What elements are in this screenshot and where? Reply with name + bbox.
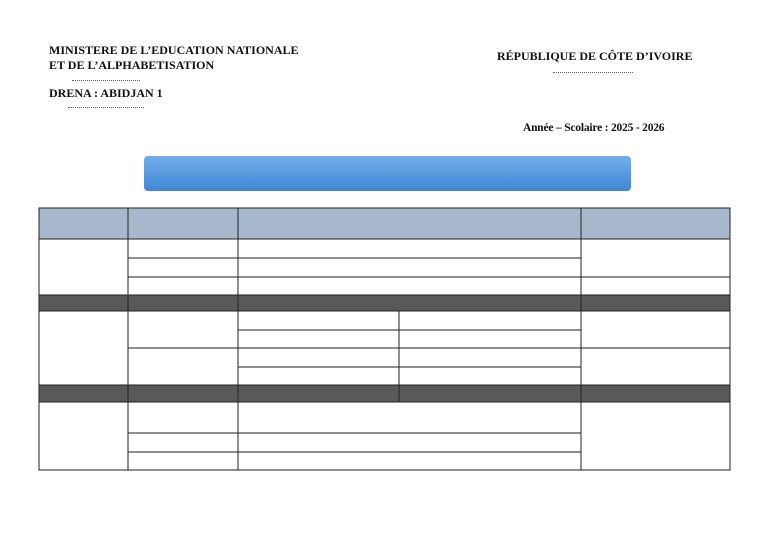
table-header-row [39, 208, 730, 239]
ministry-line-1: MINISTERE DE L’EDUCATION NATIONALE [49, 43, 299, 57]
table-grid-lines [39, 208, 730, 470]
drena-label: DRENA : ABIDJAN 1 [49, 86, 163, 100]
republic-title: RÉPUBLIQUE DE CÔTE D’IVOIRE [497, 49, 693, 63]
school-year: Année – Scolaire : 2025 - 2026 [523, 122, 665, 134]
separator-row-2 [39, 385, 730, 402]
separator-row-1 [39, 295, 730, 311]
ministry-line-2: ET DE L’ALPHABETISATION [49, 58, 215, 72]
